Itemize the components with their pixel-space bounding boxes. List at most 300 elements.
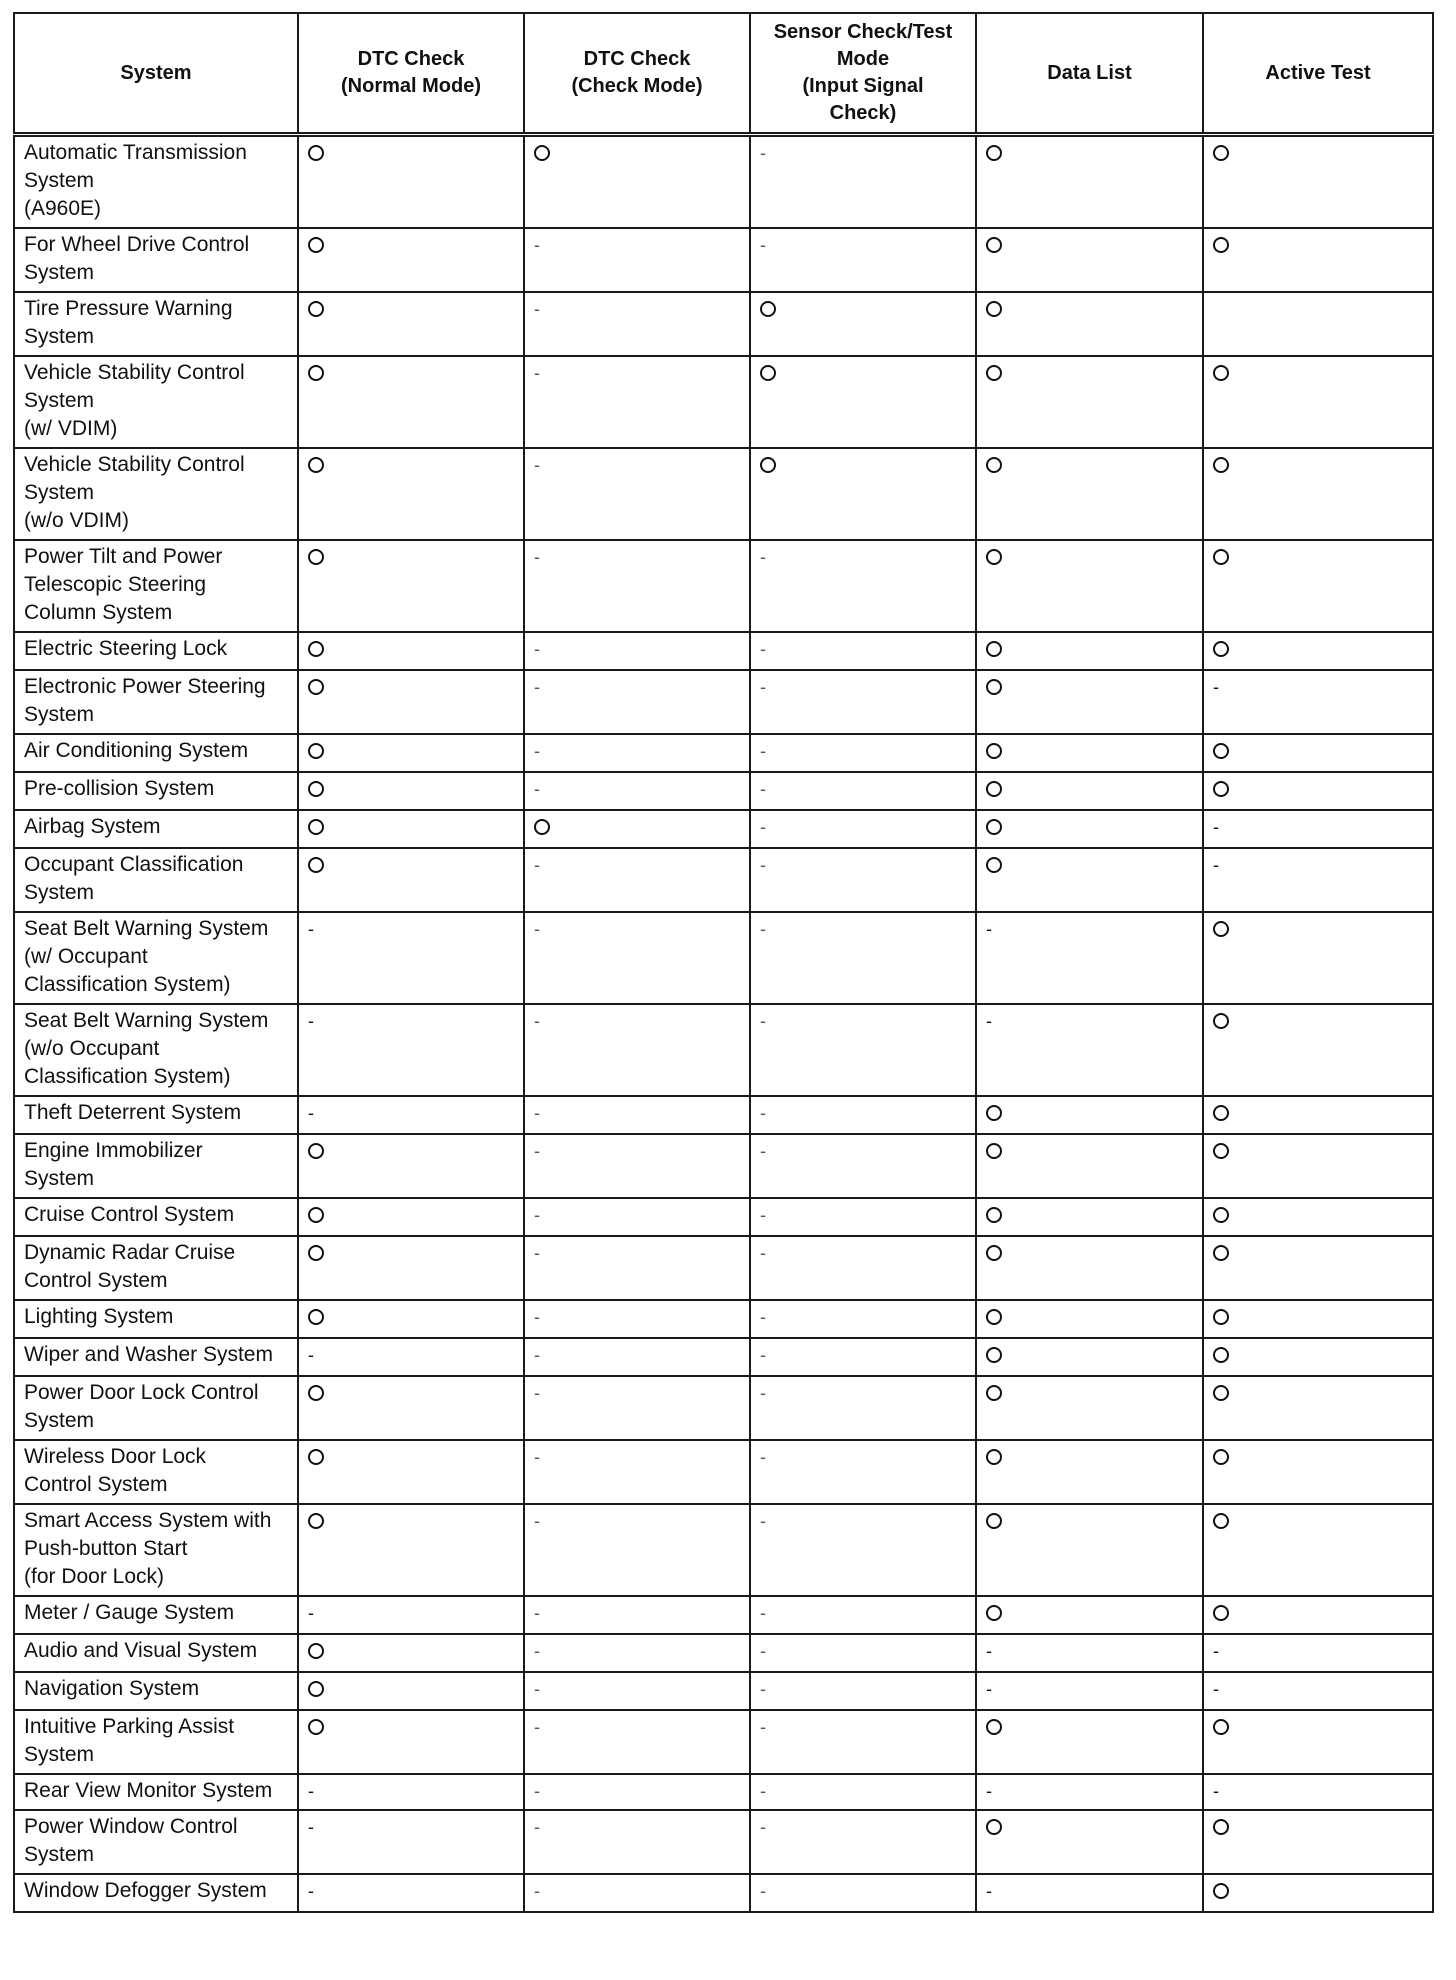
header-dtc-check: DTC Check (Check Mode): [524, 13, 750, 135]
dtc-normal-cell: [298, 448, 524, 540]
active-test-cell: [1203, 734, 1433, 772]
supported-circle-icon: [1213, 1385, 1229, 1401]
not-supported-dash: -: [760, 779, 766, 799]
dtc-check-cell: [524, 1198, 750, 1236]
supported-circle-icon: [308, 679, 324, 695]
system-name-cell: For Wheel Drive Control System: [14, 228, 298, 292]
active-test-cell: [1203, 540, 1433, 632]
not-supported-dash: -: [760, 1511, 766, 1531]
dtc-normal-cell: [298, 540, 524, 632]
active-test-cell: [1203, 1596, 1433, 1634]
dtc-normal-cell: [298, 1300, 524, 1338]
active-test-cell: [1203, 292, 1433, 356]
supported-circle-icon: [308, 1245, 324, 1261]
table-row: [14, 1774, 1433, 1810]
not-supported-dash: -: [986, 1011, 992, 1031]
supported-circle-icon: [1213, 549, 1229, 565]
table-row: [14, 734, 1433, 772]
active-test-cell: [1203, 1338, 1433, 1376]
supported-circle-icon: [308, 457, 324, 473]
data-list-cell: [976, 1236, 1203, 1300]
table-row: [14, 292, 1433, 356]
data-list-cell: [976, 810, 1203, 848]
sensor-check-cell: [750, 632, 976, 670]
not-supported-dash: -: [760, 1603, 766, 1623]
active-test-cell: [1203, 135, 1433, 229]
supported-circle-icon: [1213, 743, 1229, 759]
dtc-check-cell: [524, 540, 750, 632]
supported-circle-icon: [1213, 145, 1229, 161]
supported-circle-icon: [760, 457, 776, 473]
system-name-cell: Meter / Gauge System: [14, 1596, 298, 1634]
not-supported-dash: -: [534, 363, 540, 383]
dtc-normal-cell: [298, 734, 524, 772]
sensor-check-cell: [750, 912, 976, 1004]
data-list-cell: [976, 1300, 1203, 1338]
not-supported-dash: -: [308, 1781, 314, 1801]
not-supported-dash: -: [986, 919, 992, 939]
sensor-check-cell: [750, 734, 976, 772]
supported-circle-icon: [308, 549, 324, 565]
data-list-cell: [976, 1198, 1203, 1236]
active-test-cell: [1203, 1774, 1433, 1810]
sensor-check-cell: [750, 1774, 976, 1810]
supported-circle-icon: [308, 145, 324, 161]
supported-circle-icon: [986, 237, 1002, 253]
not-supported-dash: -: [534, 299, 540, 319]
not-supported-dash: -: [534, 1345, 540, 1365]
data-list-cell: [976, 1634, 1203, 1672]
table-row: [14, 1198, 1433, 1236]
not-supported-dash: -: [760, 817, 766, 837]
sensor-check-cell: [750, 1710, 976, 1774]
dtc-check-cell: [524, 228, 750, 292]
active-test-cell: [1203, 1672, 1433, 1710]
table-row: [14, 1300, 1433, 1338]
dtc-check-cell: [524, 1810, 750, 1874]
active-test-cell: [1203, 1440, 1433, 1504]
data-list-cell: [976, 228, 1203, 292]
active-test-cell: [1203, 1198, 1433, 1236]
dtc-normal-cell: [298, 1710, 524, 1774]
data-list-cell: [976, 1096, 1203, 1134]
supported-circle-icon: [986, 781, 1002, 797]
supported-circle-icon: [534, 819, 550, 835]
dtc-check-cell: [524, 1096, 750, 1134]
dtc-check-cell: [524, 448, 750, 540]
data-list-cell: [976, 670, 1203, 734]
not-supported-dash: -: [534, 1817, 540, 1837]
sensor-check-cell: [750, 1810, 976, 1874]
dtc-check-cell: [524, 1004, 750, 1096]
supported-circle-icon: [986, 1245, 1002, 1261]
dtc-normal-cell: [298, 772, 524, 810]
header-dtc-normal: DTC Check (Normal Mode): [298, 13, 524, 135]
dtc-normal-cell: [298, 848, 524, 912]
supported-circle-icon: [1213, 1143, 1229, 1159]
system-name-cell: Window Defogger System: [14, 1874, 298, 1912]
system-name-cell: Power Tilt and Power Telescopic Steering Column System: [14, 540, 298, 632]
not-supported-dash: -: [1213, 855, 1219, 875]
system-name-cell: Seat Belt Warning System (w/ Occupant Classification System): [14, 912, 298, 1004]
system-name-cell: Engine Immobilizer System: [14, 1134, 298, 1198]
sensor-check-cell: [750, 1300, 976, 1338]
system-name-cell: Occupant Classification System: [14, 848, 298, 912]
not-supported-dash: -: [760, 1383, 766, 1403]
active-test-cell: [1203, 810, 1433, 848]
supported-circle-icon: [986, 365, 1002, 381]
system-name-cell: Airbag System: [14, 810, 298, 848]
not-supported-dash: -: [534, 1781, 540, 1801]
data-list-cell: [976, 1134, 1203, 1198]
dtc-check-cell: [524, 772, 750, 810]
not-supported-dash: -: [760, 235, 766, 255]
sensor-check-cell: [750, 540, 976, 632]
not-supported-dash: -: [308, 1817, 314, 1837]
supported-circle-icon: [760, 301, 776, 317]
supported-circle-icon: [534, 145, 550, 161]
not-supported-dash: -: [534, 855, 540, 875]
supported-circle-icon: [1213, 1449, 1229, 1465]
supported-circle-icon: [1213, 1013, 1229, 1029]
dtc-check-cell: [524, 632, 750, 670]
data-list-cell: [976, 1710, 1203, 1774]
system-name-cell: Pre-collision System: [14, 772, 298, 810]
not-supported-dash: -: [1213, 677, 1219, 697]
data-list-cell: [976, 540, 1203, 632]
supported-circle-icon: [308, 1513, 324, 1529]
dtc-normal-cell: [298, 1672, 524, 1710]
not-supported-dash: -: [534, 1141, 540, 1161]
dtc-normal-cell: [298, 1810, 524, 1874]
supported-circle-icon: [986, 857, 1002, 873]
system-name-cell: Vehicle Stability Control System (w/ VDIM): [14, 356, 298, 448]
dtc-check-cell: [524, 1504, 750, 1596]
not-supported-dash: -: [760, 1141, 766, 1161]
not-supported-dash: -: [308, 1011, 314, 1031]
active-test-cell: [1203, 772, 1433, 810]
not-supported-dash: -: [760, 1345, 766, 1365]
dtc-normal-cell: [298, 228, 524, 292]
dtc-normal-cell: [298, 1440, 524, 1504]
not-supported-dash: -: [760, 547, 766, 567]
dtc-normal-cell: [298, 810, 524, 848]
active-test-cell: [1203, 1004, 1433, 1096]
supported-circle-icon: [760, 365, 776, 381]
sensor-check-cell: [750, 292, 976, 356]
system-name-cell: Electric Steering Lock: [14, 632, 298, 670]
not-supported-dash: -: [760, 639, 766, 659]
sensor-check-cell: [750, 228, 976, 292]
not-supported-dash: -: [534, 1641, 540, 1661]
supported-circle-icon: [986, 819, 1002, 835]
data-list-cell: [976, 292, 1203, 356]
not-supported-dash: -: [760, 1103, 766, 1123]
supported-circle-icon: [1213, 1605, 1229, 1621]
sensor-check-cell: [750, 1440, 976, 1504]
table-row: [14, 1376, 1433, 1440]
data-list-cell: [976, 1004, 1203, 1096]
not-supported-dash: -: [308, 1603, 314, 1623]
sensor-check-cell: [750, 356, 976, 448]
sensor-check-cell: [750, 1236, 976, 1300]
active-test-cell: [1203, 228, 1433, 292]
system-name-cell: Cruise Control System: [14, 1198, 298, 1236]
active-test-cell: [1203, 1096, 1433, 1134]
sensor-check-cell: [750, 1338, 976, 1376]
sensor-check-cell: [750, 848, 976, 912]
supported-circle-icon: [986, 301, 1002, 317]
dtc-check-cell: [524, 1596, 750, 1634]
supported-circle-icon: [986, 1513, 1002, 1529]
dtc-check-cell: [524, 292, 750, 356]
supported-circle-icon: [986, 1449, 1002, 1465]
active-test-cell: [1203, 448, 1433, 540]
not-supported-dash: -: [760, 1679, 766, 1699]
dtc-normal-cell: [298, 135, 524, 229]
sensor-check-cell: [750, 135, 976, 229]
not-supported-dash: -: [760, 1011, 766, 1031]
supported-circle-icon: [1213, 237, 1229, 253]
system-name-cell: Audio and Visual System: [14, 1634, 298, 1672]
dtc-normal-cell: [298, 912, 524, 1004]
dtc-check-cell: [524, 1710, 750, 1774]
header-active-test: Active Test: [1203, 13, 1433, 135]
active-test-cell: [1203, 848, 1433, 912]
dtc-normal-cell: [298, 1774, 524, 1810]
supported-circle-icon: [986, 1605, 1002, 1621]
table-row: [14, 810, 1433, 848]
supported-circle-icon: [1213, 1309, 1229, 1325]
not-supported-dash: -: [760, 677, 766, 697]
dtc-check-cell: [524, 1774, 750, 1810]
header-system: System: [14, 13, 298, 135]
system-name-cell: Dynamic Radar Cruise Control System: [14, 1236, 298, 1300]
not-supported-dash: -: [534, 1603, 540, 1623]
data-list-cell: [976, 632, 1203, 670]
header-data-list: Data List: [976, 13, 1203, 135]
system-name-cell: Intuitive Parking Assist System: [14, 1710, 298, 1774]
supported-circle-icon: [1213, 1819, 1229, 1835]
table-row: [14, 1236, 1433, 1300]
supported-circle-icon: [1213, 365, 1229, 381]
not-supported-dash: -: [760, 1817, 766, 1837]
data-list-cell: [976, 734, 1203, 772]
active-test-cell: [1203, 1134, 1433, 1198]
supported-circle-icon: [1213, 1513, 1229, 1529]
function-support-table: [13, 12, 1434, 1913]
system-name-cell: Air Conditioning System: [14, 734, 298, 772]
sensor-check-cell: [750, 448, 976, 540]
system-name-cell: Wireless Door Lock Control System: [14, 1440, 298, 1504]
not-supported-dash: -: [534, 741, 540, 761]
data-list-cell: [976, 1596, 1203, 1634]
dtc-check-cell: [524, 810, 750, 848]
supported-circle-icon: [1213, 1883, 1229, 1899]
not-supported-dash: -: [308, 1881, 314, 1901]
dtc-check-cell: [524, 1672, 750, 1710]
table-row: [14, 848, 1433, 912]
table-row: [14, 1874, 1433, 1912]
not-supported-dash: -: [1213, 1641, 1219, 1661]
system-name-cell: Rear View Monitor System: [14, 1774, 298, 1810]
table-row: [14, 228, 1433, 292]
active-test-cell: [1203, 632, 1433, 670]
not-supported-dash: -: [534, 1717, 540, 1737]
not-supported-dash: -: [986, 1881, 992, 1901]
dtc-check-cell: [524, 1236, 750, 1300]
dtc-check-cell: [524, 1376, 750, 1440]
supported-circle-icon: [308, 1309, 324, 1325]
data-list-cell: [976, 1774, 1203, 1810]
dtc-normal-cell: [298, 1596, 524, 1634]
sensor-check-cell: [750, 772, 976, 810]
data-list-cell: [976, 1338, 1203, 1376]
table-row: [14, 1634, 1433, 1672]
table-row: [14, 772, 1433, 810]
active-test-cell: [1203, 1710, 1433, 1774]
table-row: [14, 1440, 1433, 1504]
supported-circle-icon: [986, 1309, 1002, 1325]
sensor-check-cell: [750, 670, 976, 734]
supported-circle-icon: [308, 1143, 324, 1159]
not-supported-dash: -: [1213, 1781, 1219, 1801]
data-list-cell: [976, 1440, 1203, 1504]
not-supported-dash: -: [986, 1641, 992, 1661]
dtc-normal-cell: [298, 356, 524, 448]
table-row: [14, 1672, 1433, 1710]
system-name-cell: Tire Pressure Warning System: [14, 292, 298, 356]
supported-circle-icon: [986, 1207, 1002, 1223]
supported-circle-icon: [986, 641, 1002, 657]
data-list-cell: [976, 1504, 1203, 1596]
table-row: [14, 1134, 1433, 1198]
not-supported-dash: -: [760, 1307, 766, 1327]
header-sensor-check: Sensor Check/Test Mode (Input Signal Check): [750, 13, 976, 135]
supported-circle-icon: [308, 1681, 324, 1697]
supported-circle-icon: [308, 743, 324, 759]
not-supported-dash: -: [760, 1447, 766, 1467]
active-test-cell: [1203, 1300, 1433, 1338]
dtc-normal-cell: [298, 1004, 524, 1096]
sensor-check-cell: [750, 1874, 976, 1912]
supported-circle-icon: [1213, 1719, 1229, 1735]
dtc-check-cell: [524, 1134, 750, 1198]
not-supported-dash: -: [760, 855, 766, 875]
supported-circle-icon: [308, 1207, 324, 1223]
not-supported-dash: -: [534, 235, 540, 255]
dtc-check-cell: [524, 1440, 750, 1504]
table-row: [14, 1710, 1433, 1774]
not-supported-dash: -: [534, 1103, 540, 1123]
not-supported-dash: -: [1213, 817, 1219, 837]
dtc-check-cell: [524, 1338, 750, 1376]
sensor-check-cell: [750, 1596, 976, 1634]
not-supported-dash: -: [534, 1205, 540, 1225]
supported-circle-icon: [986, 549, 1002, 565]
supported-circle-icon: [986, 1347, 1002, 1363]
dtc-normal-cell: [298, 1096, 524, 1134]
not-supported-dash: -: [760, 741, 766, 761]
active-test-cell: [1203, 670, 1433, 734]
not-supported-dash: -: [308, 1103, 314, 1123]
not-supported-dash: -: [534, 1011, 540, 1031]
data-list-cell: [976, 1672, 1203, 1710]
system-name-cell: Automatic Transmission System (A960E): [14, 135, 298, 229]
header-row: [14, 13, 1433, 135]
sensor-check-cell: [750, 810, 976, 848]
active-test-cell: [1203, 1810, 1433, 1874]
not-supported-dash: -: [534, 1511, 540, 1531]
dtc-normal-cell: [298, 1338, 524, 1376]
supported-circle-icon: [986, 145, 1002, 161]
supported-circle-icon: [308, 1643, 324, 1659]
data-list-cell: [976, 848, 1203, 912]
data-list-cell: [976, 448, 1203, 540]
supported-circle-icon: [1213, 781, 1229, 797]
table-row: [14, 1504, 1433, 1596]
sensor-check-cell: [750, 1634, 976, 1672]
active-test-cell: [1203, 1504, 1433, 1596]
system-name-cell: Theft Deterrent System: [14, 1096, 298, 1134]
not-supported-dash: -: [534, 547, 540, 567]
not-supported-dash: -: [534, 1243, 540, 1263]
table-row: [14, 1810, 1433, 1874]
not-supported-dash: -: [760, 1881, 766, 1901]
data-list-cell: [976, 1810, 1203, 1874]
dtc-normal-cell: [298, 292, 524, 356]
not-supported-dash: -: [534, 455, 540, 475]
not-supported-dash: -: [760, 143, 766, 163]
supported-circle-icon: [308, 1449, 324, 1465]
system-name-cell: Vehicle Stability Control System (w/o VDIM): [14, 448, 298, 540]
supported-circle-icon: [308, 1719, 324, 1735]
supported-circle-icon: [986, 679, 1002, 695]
not-supported-dash: -: [760, 919, 766, 939]
table-row: [14, 448, 1433, 540]
dtc-check-cell: [524, 848, 750, 912]
not-supported-dash: -: [986, 1781, 992, 1801]
data-list-cell: [976, 135, 1203, 229]
dtc-check-cell: [524, 912, 750, 1004]
supported-circle-icon: [1213, 457, 1229, 473]
not-supported-dash: -: [534, 1679, 540, 1699]
sensor-check-cell: [750, 1504, 976, 1596]
dtc-normal-cell: [298, 1236, 524, 1300]
data-list-cell: [976, 772, 1203, 810]
sensor-check-cell: [750, 1198, 976, 1236]
supported-circle-icon: [1213, 1105, 1229, 1121]
table-row: [14, 670, 1433, 734]
dtc-normal-cell: [298, 1874, 524, 1912]
system-name-cell: Seat Belt Warning System (w/o Occupant Classification System): [14, 1004, 298, 1096]
not-supported-dash: -: [308, 919, 314, 939]
not-supported-dash: -: [534, 919, 540, 939]
supported-circle-icon: [986, 457, 1002, 473]
data-list-cell: [976, 1376, 1203, 1440]
table-row: [14, 912, 1433, 1004]
sensor-check-cell: [750, 1134, 976, 1198]
dtc-check-cell: [524, 1300, 750, 1338]
active-test-cell: [1203, 1376, 1433, 1440]
supported-circle-icon: [308, 237, 324, 253]
dtc-normal-cell: [298, 670, 524, 734]
active-test-cell: [1203, 356, 1433, 448]
supported-circle-icon: [1213, 1207, 1229, 1223]
dtc-normal-cell: [298, 1376, 524, 1440]
supported-circle-icon: [986, 1819, 1002, 1835]
table-row: [14, 1004, 1433, 1096]
